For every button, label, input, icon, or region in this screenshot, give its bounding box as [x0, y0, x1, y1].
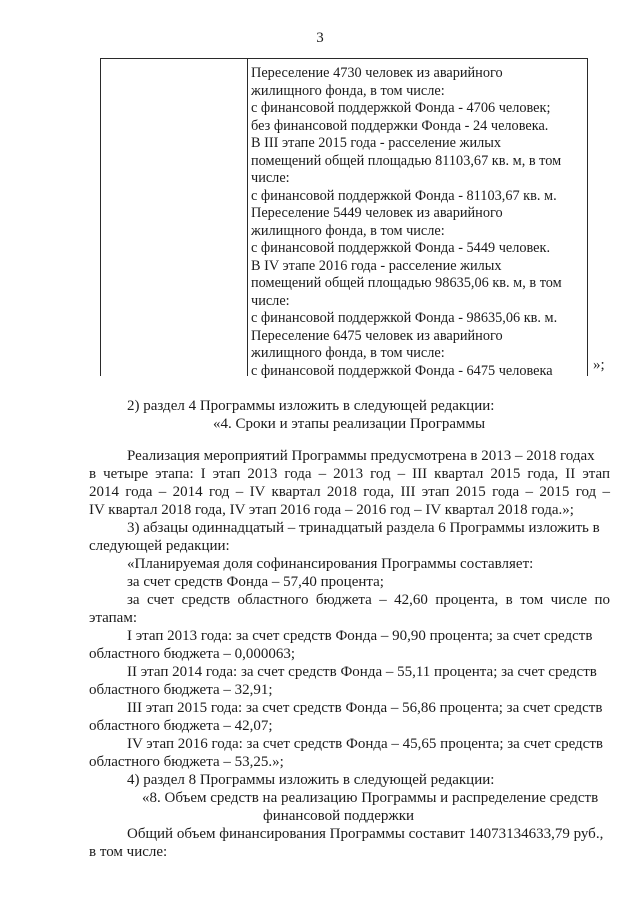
- table-cell-line: с финансовой поддержкой Фонда - 4706 человек;: [251, 100, 551, 116]
- table-cell-line: Переселение 5449 человек из аварийного: [251, 205, 503, 221]
- quote-line: III этап 2015 года: за счет средств Фонда – 56,86 процента; за счет средств: [127, 700, 603, 716]
- table-cell-line: Переселение 6475 человек из аварийного: [251, 327, 503, 344]
- item-3-text: следующей редакции:: [89, 538, 230, 554]
- quote-line: этапам:: [89, 610, 137, 626]
- section-4-paragraph-line: в четыре этапа: I этап 2013 года – 2013 год – III квартал 2015 года, II этап: [89, 466, 610, 482]
- table-cell-line: с финансовой поддержкой Фонда - 81103,67 кв. м.: [251, 187, 557, 204]
- table-cell-line: жилищного фонда, в том числе:: [251, 222, 445, 239]
- table-cell-line: числе:: [251, 292, 290, 309]
- table-cell-line: с финансовой поддержкой Фонда - 6475 человека: [251, 362, 553, 379]
- table-cell-line: Переселение 4730 человек из аварийного: [251, 65, 503, 81]
- quote-line: I этап 2013 года: за счет средств Фонда – 90,90 процента; за счет средств: [127, 628, 593, 644]
- item-2-text: 2) раздел 4 Программы изложить в следующей редакции:: [127, 398, 495, 414]
- quote-line: IV этап 2016 года: за счет средств Фонда – 45,65 процента; за счет средств: [127, 736, 603, 752]
- section-8-paragraph-line: Общий объем финансирования Программы составит 14073134633,79 руб.,: [127, 826, 604, 842]
- table-cell-text: [251, 65, 585, 380]
- program-table-fragment: [100, 58, 588, 379]
- table-cell-line: В III этапе 2015 года - расселение жилых: [251, 135, 502, 151]
- section-8-heading: «8. Объем средств на реализацию Программы и распределение средств: [142, 790, 599, 806]
- quote-line: за счет средств Фонда – 57,40 процента;: [127, 574, 384, 590]
- page-number: 3: [316, 30, 324, 46]
- item-3-text: 3) абзацы одиннадцатый – тринадцатый раздела 6 Программы изложить в: [127, 520, 600, 536]
- section-8-paragraph-line: в том числе:: [89, 844, 168, 860]
- table-closing-quote: »;: [593, 357, 605, 373]
- table-cell-line: жилищного фонда, в том числе:: [251, 345, 445, 361]
- quote-line: областного бюджета – 0,000063;: [89, 646, 296, 662]
- table-cell-line: числе:: [251, 170, 290, 186]
- table-cell-line: с финансовой поддержкой Фонда - 5449 человек.: [251, 240, 551, 256]
- table-cell-line: без финансовой поддержки Фонда - 24 человека.: [251, 117, 549, 134]
- quote-line: за счет средств областного бюджета – 42,60 процента, в том числе по: [127, 592, 610, 608]
- section-4-paragraph-line: Реализация мероприятий Программы предусмотрена в 2013 – 2018 годах: [127, 448, 595, 464]
- section-4-heading: «4. Сроки и этапы реализации Программы: [213, 416, 486, 432]
- section-8-heading: финансовой поддержки: [263, 808, 415, 824]
- quote-line: областного бюджета – 53,25.»;: [89, 754, 284, 770]
- quote-line: областного бюджета – 42,07;: [89, 718, 273, 734]
- section-4-paragraph-line: IV квартал 2018 года, IV этап 2016 года – 2016 год – IV квартал 2018 года.»;: [89, 502, 574, 518]
- table-column-divider: [247, 59, 248, 376]
- quote-line: II этап 2014 года: за счет средств Фонда – 55,11 процента; за счет средств: [127, 664, 597, 680]
- table-cell-line: помещений общей площадью 98635,06 кв. м, в том: [251, 275, 562, 291]
- quote-line: областного бюджета – 32,91;: [89, 682, 273, 698]
- table-cell-line: с финансовой поддержкой Фонда - 98635,06 кв. м.: [251, 310, 558, 326]
- table-cell-line: В IV этапе 2016 года - расселение жилых: [251, 257, 502, 274]
- table-cell-line: помещений общей площадью 81103,67 кв. м, в том: [251, 152, 562, 169]
- item-4-text: 4) раздел 8 Программы изложить в следующей редакции:: [127, 772, 495, 788]
- section-4-paragraph-line: 2014 года – 2014 год – IV квартал 2018 года, III этап 2015 года – 2015 год –: [89, 484, 610, 500]
- table-cell-line: жилищного фонда, в том числе:: [251, 82, 445, 99]
- quote-line: «Планируемая доля софинансирования Программы составляет:: [127, 556, 534, 572]
